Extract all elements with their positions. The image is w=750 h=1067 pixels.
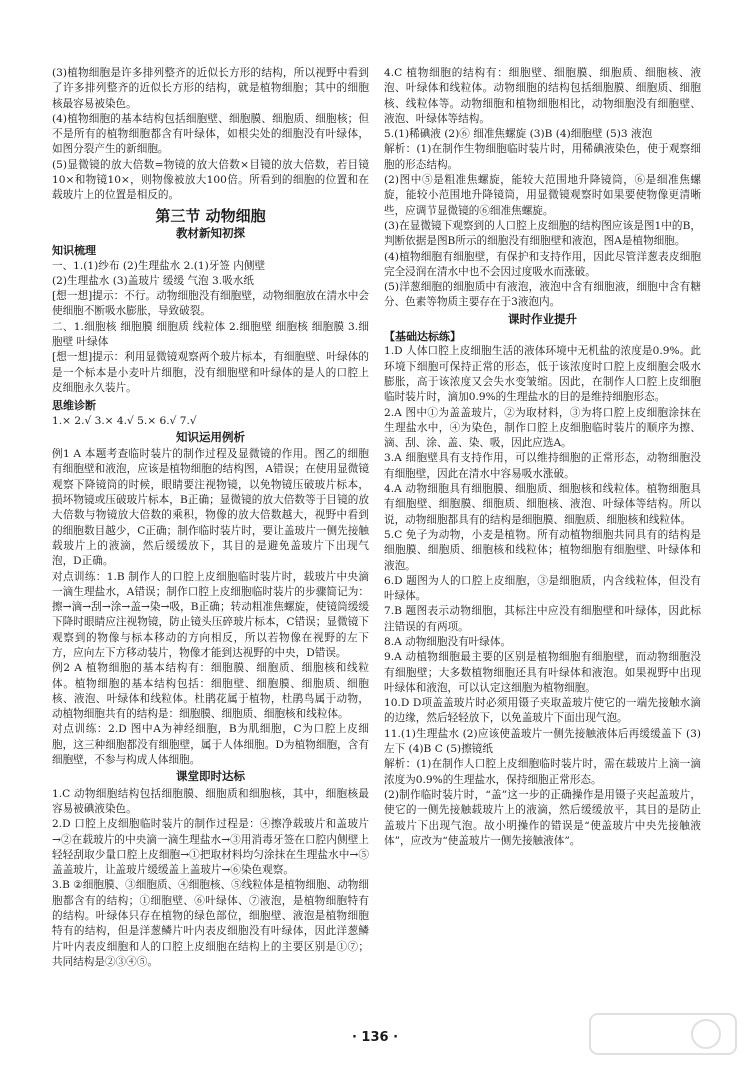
drill-2: 对点训练：2.D 图中A为神经细胞，B为肌细胞，C为口腔上皮细胞，这三种细胞都没有细胞壁，属于人体细胞。D为植物细胞，含有细胞壁，不参与构成人体细胞。	[52, 723, 369, 767]
subsection-title: 课堂即时达标	[176, 769, 245, 784]
homework-answer: 6.D 题图为人的口腔上皮细胞，③是细胞质，内含线粒体，但没有叶绿体。	[384, 574, 701, 603]
homework-answer: 8.A 动物细胞没有叶绿体。	[384, 635, 512, 648]
knowledge-line: 一、1.(1)纱布 (2)生理盐水 2.(1)牙签 内侧壁	[52, 259, 266, 272]
subsection-title: 教材新知初探	[176, 225, 245, 240]
answer-paragraph: (3)植物细胞是许多排列整齐的近似长方形的结构，所以视野中看到了许多排列整齐的近似长方形的结构，就是植物细胞；其中的细胞核最容易被染色。	[52, 67, 369, 110]
knowledge-line: 二、1.细胞核 细胞膜 细胞质 线粒体 2.细胞壁 细胞核 细胞膜 3.细胞壁 叶绿体	[52, 320, 369, 349]
analysis-paragraph: (4)植物细胞有细胞壁，有保护和支持作用，因此尽管洋葱表皮细胞完全浸润在清水中也不会因过度吸水而涨破。	[384, 250, 701, 278]
analysis-paragraph: 解析：(1)在制作生物细胞临时装片时，用稀碘液染色，使于观察细胞的形态结构。	[384, 143, 701, 171]
class-answer: 4.C 植物细胞的结构有：细胞壁、细胞膜、细胞质、细胞核、液泡、叶绿体和线粒体。动物细胞的结构包括细胞膜、细胞质、细胞核、线粒体等。动物细胞和植物细胞相比，动物细胞没有细胞壁、液泡、叶绿体等结构。	[384, 67, 701, 125]
homework-answer: 10.D D项盖盖玻片时必须用镊子夹取盖玻片使它的一端先接触水滴的边缘，然后轻轻放下，以免盖玻片下面出现气泡。	[384, 697, 701, 725]
homework-answer: 2.A 图中①为盖盖玻片，②为取材料，③为将口腔上皮细胞涂抹在生理盐水中，④为染色，制作口腔上皮细胞临时装片的顺序为擦、滴、刮、涂、盖、染、吸，因此应选A。	[384, 406, 701, 450]
class-answer: 2.D 口腔上皮细胞临时装片的制作过程是：④擦净载玻片和盖玻片→②在载玻片的中央滴一滴生理盐水→③用消毒牙签在口腔内侧壁上轻轻刮取少量口腔上皮细胞→①把取材料均匀涂抹在生理盐水中→⑤盖盖玻片，让盖玻片缓缓盖上盖玻片→⑥染色观察。	[52, 818, 369, 877]
answer-paragraph: (5)显微镜的放大倍数=物镜的放大倍数×目镜的放大倍数，若目镜10×和物镜10×，则物像被放大100倍。所看到的细胞的位置和在载玻片上的位置是相反的。	[52, 158, 369, 202]
homework-answer: 11.(1)生理盐水 (2)应该使盖玻片一侧先接触液体后再缓缓盖下 (3)左下 (4)B C (5)擦镜纸	[384, 727, 701, 756]
homework-answer: 1.D 人体口腔上皮细胞生活的液体环境中无机盐的浓度是0.9%。此环境下细胞可保持正常的形态，低于该浓度时口腔上皮细胞会吸水膨胀，高于该浓度又会失水变皱缩。因此，在制作人口腔上皮细胞临时装片时，滴加0.9%的生理盐水的目的是维持细胞形态。	[384, 345, 701, 404]
section-title: 第三节 动物细胞	[155, 206, 266, 225]
subsection-title: 知识运用例析	[176, 429, 245, 444]
think-tip: [想一想]提示：不行。动物细胞没有细胞壁，动物细胞放在清水中会使细胞不断吸水膨胀，导致破裂。	[52, 290, 369, 318]
think-tip: [想一想]提示：利用显微镜观察两个玻片标本，有细胞壁、叶绿体的是一个标本是小麦叶片细胞，没有细胞壁和叶绿体的是人的口腔上皮细胞永久装片。	[52, 351, 369, 394]
analysis-paragraph: (5)洋葱细胞的细胞质中有液泡，液泡中含有细胞液，细胞中含有糖分、色素等物质主要存在于3液泡内。	[384, 281, 701, 309]
homework-answer: 5.C 免子为动物，小麦是植物。所有动植物细胞共同具有的结构是细胞膜、细胞质、细胞核和线粒体；植物细胞有细胞壁、叶绿体和液泡。	[384, 528, 701, 572]
homework-answer: 7.B 题图表示动物细胞，其标注中应没有细胞壁和叶绿体，因此标注错误的有两项。	[384, 605, 701, 633]
subsection-title: 课时作业提升	[508, 311, 577, 326]
knowledge-line: (2)生理盐水 (3)盖玻片 缓缓 气泡 3.吸水纸	[52, 274, 254, 287]
example-1: 例1 A 本题考查临时装片的制作过程及显微镜的作用。图乙的细胞有细胞壁和液泡，应该是植物细胞的结构图，A错误；在使用显微镜观察下降镜筒的时候，眼睛要注视物镜，以免物镜压破玻片标本，损坏物镜或压破玻片标本，B正确；显微镜的放大倍数等于目镜的放大倍数与物镜放大倍数的乘积，物像的放大倍数越大，视野中看到的细胞数目越少，C正确；制作临时装片时，要让盖玻片一侧先接触载玻片上的液滴，然后缓缓放下，其目的是避免盖玻片下出现气泡，D正确。	[52, 448, 369, 568]
page-number: · 136 ·	[351, 1030, 399, 1045]
homework-answer: 3.A 细胞壁具有支持作用，可以维持细胞的正常形态，动物细胞没有细胞壁，因此在清水中容易吸水涨破。	[384, 452, 701, 480]
analysis-paragraph: (2)制作临时装片时，“盖”这一步的正确操作是用镊子夹起盖玻片，使它的一侧先接触载玻片上的液滴，然后缓缓放平，其目的是防止盖玻片下出现气泡。故小明操作的错误是“使盖玻片中央先接触液体”，应改为“使盖玻片一侧先接触液体”。	[384, 788, 701, 847]
answer-paragraph: (4)植物细胞的基本结构包括细胞壁、细胞膜、细胞质、细胞核；但不是所有的植物细胞都含有叶绿体，如根尖处的细胞没有叶绿体，如图分裂产生的新细胞。	[52, 112, 369, 156]
think-answers: 1.× 2.√ 3.× 4.√ 5.× 6.√ 7.√	[52, 414, 197, 427]
left-column	[52, 66, 369, 970]
class-answer: 5.(1)稀碘液 (2)⑥ 细准焦螺旋 (3)B (4)细胞壁 (5)3 液泡	[384, 128, 653, 141]
class-answer: 1.C 动物细胞结构包括细胞膜、细胞质和细胞核，其中，细胞核最容易被碘液染色。	[52, 787, 369, 815]
analysis-paragraph: (3)在显微镜下观察到的人口腔上皮细胞的结构图应该是图1中的B，判断依据是图B所示的细胞没有细胞壁和液泡，图A是植物细胞。	[384, 219, 701, 248]
homework-answer: 9.A 动植物细胞最主要的区别是植物细胞有细胞壁，而动物细胞没有细胞壁；大多数植物细胞还具有叶绿体和液泡。如果视野中出现叶绿体和液泡，可以认定这细胞为植物细胞。	[384, 651, 701, 694]
example-2: 例2 A 植物细胞的基本结构有：细胞膜、细胞质、细胞核和线粒体。植物细胞的基本结构包括：细胞壁、细胞膜、细胞质、细胞核、液泡、叶绿体和线粒体。杜鹃花属于植物，杜鹃鸟属于动物，动植物细胞共有的结构是：细胞膜、细胞质、细胞核和线粒体。	[52, 662, 369, 721]
class-answer: 3.B ②细胞膜、③细胞质、④细胞核、⑤线粒体是植物细胞、动物细胞都含有的结构；①细胞壁、⑥叶绿体、⑦液泡，是植物细胞特有的结构。叶绿体只存在植物的绿色部位，细胞壁、液泡是植物细胞特有的结构，但是洋葱鳞片叶内表皮细胞没有叶绿体，因此洋葱鳞片叶内表皮细胞和人的口腔上皮细胞在结构上的主要区别是①⑦；共同结构是②③④⑤。	[52, 879, 369, 968]
analysis-paragraph: (2)图中⑤是粗准焦螺旋，能较大范围地升降镜筒，⑥是细准焦螺旋，能较小范围地升降镜筒，用显微镜观察时如果要使物像更清晰些，应调节显微镜的⑥细准焦螺旋。	[384, 174, 701, 217]
homework-answer: 4.A 动物细胞具有细胞膜、细胞质、细胞核和线粒体。植物细胞具有细胞壁、细胞膜、细胞质、细胞核、液泡、叶绿体等结构。所以说，动物细胞都具有的结构是细胞膜、细胞质、细胞核和线粒体。	[384, 483, 701, 526]
drill-1: 对点训练：1.B 制作人的口腔上皮细胞临时装片时，载玻片中央滴一滴生理盐水，A错误；制作口腔上皮细胞临时装片的步骤简记为：擦→滴→刮→涂→盖→染→吸，B正确；转动粗准焦螺旋，使镜筒缓缓下降时眼睛应注视物镜，防止镜头压碎玻片标本，C错误；显微镜下观察到的物像与标本移动的方向相反，所以若物像在视野的左下方，应向左下方移动装片，物像才能到达视野的中央，D错误。	[52, 570, 369, 659]
watermark-logo	[588, 1010, 738, 1058]
heading-knowledge: 知识梳理	[52, 244, 96, 258]
heading-think: 思维诊断	[52, 399, 96, 413]
right-column	[384, 66, 701, 849]
bracket-heading: 【基础达标练】	[384, 330, 461, 344]
analysis-paragraph: 解析：(1)在制作人口腔上皮细胞临时装片时，需在载玻片上滴一滴浓度为0.9%的生理盐水，保持细胞正常形态。	[384, 758, 701, 786]
